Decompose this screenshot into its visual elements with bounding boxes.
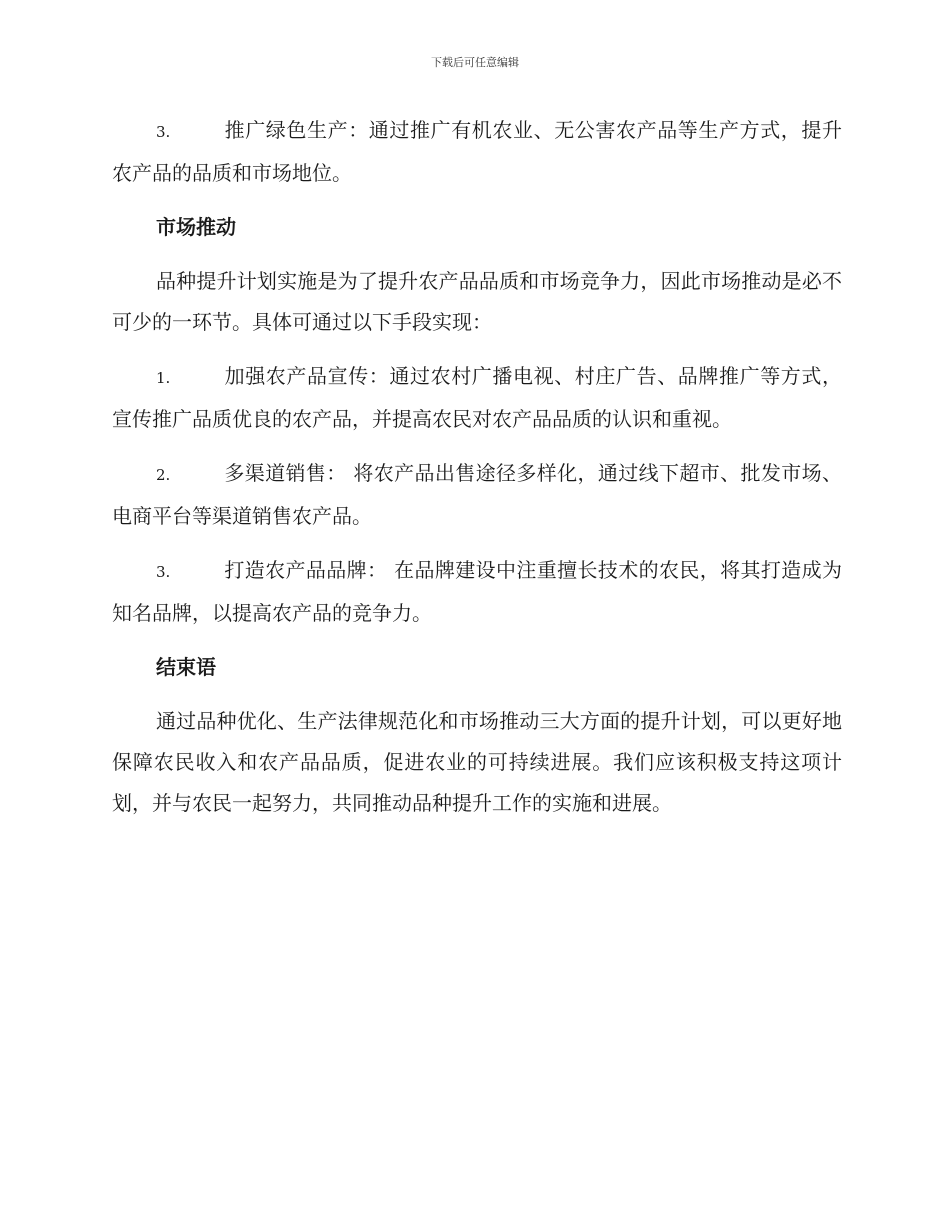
document-body bbox=[112, 110, 842, 837]
list-number: 1. bbox=[156, 369, 171, 387]
section-heading-market: 市场推动 bbox=[156, 215, 236, 239]
paragraph-conclusion: 通过品种优化、生产法律规范化和市场推动三大方面的提升计划，可以更好地保障农民收入和农产品品质，促进农业的可持续进展。我们应该积极支持这项计划，并与农民一起努力，共同推动品种提升工作的实施和进展。 bbox=[112, 709, 842, 815]
section-heading-conclusion: 结束语 bbox=[156, 655, 216, 679]
list-item-green-production bbox=[112, 110, 842, 194]
list-item-branding bbox=[112, 550, 842, 634]
list-item-multichannel bbox=[112, 453, 842, 537]
list-number: 3. bbox=[156, 563, 171, 581]
list-item-text: 加强农产品宣传：通过农村广播电视、村庄广告、品牌推广等方式，宣传推广品质优良的农产品，并提高农民对农产品品质的认识和重视。 bbox=[112, 364, 842, 431]
list-item-text: 推广绿色生产：通过推广有机农业、无公害农产品等生产方式，提升农产品的品质和市场地位。 bbox=[112, 118, 842, 185]
list-item-promotion bbox=[112, 356, 842, 440]
page-header: 下载后可任意编辑 bbox=[431, 56, 519, 69]
list-item-text: 打造农产品品牌： 在品牌建设中注重擅长技术的农民，将其打造成为知名品牌，以提高农产品的竞争力。 bbox=[112, 558, 842, 625]
list-number: 3. bbox=[156, 123, 171, 141]
paragraph-market-intro: 品种提升计划实施是为了提升农产品品质和市场竞争力，因此市场推动是必不可少的一环节。具体可通过以下手段实现： bbox=[112, 269, 842, 334]
list-item-text: 多渠道销售： 将农产品出售途径多样化，通过线下超市、批发市场、电商平台等渠道销售农产品。 bbox=[112, 461, 842, 528]
list-number: 2. bbox=[156, 466, 171, 484]
